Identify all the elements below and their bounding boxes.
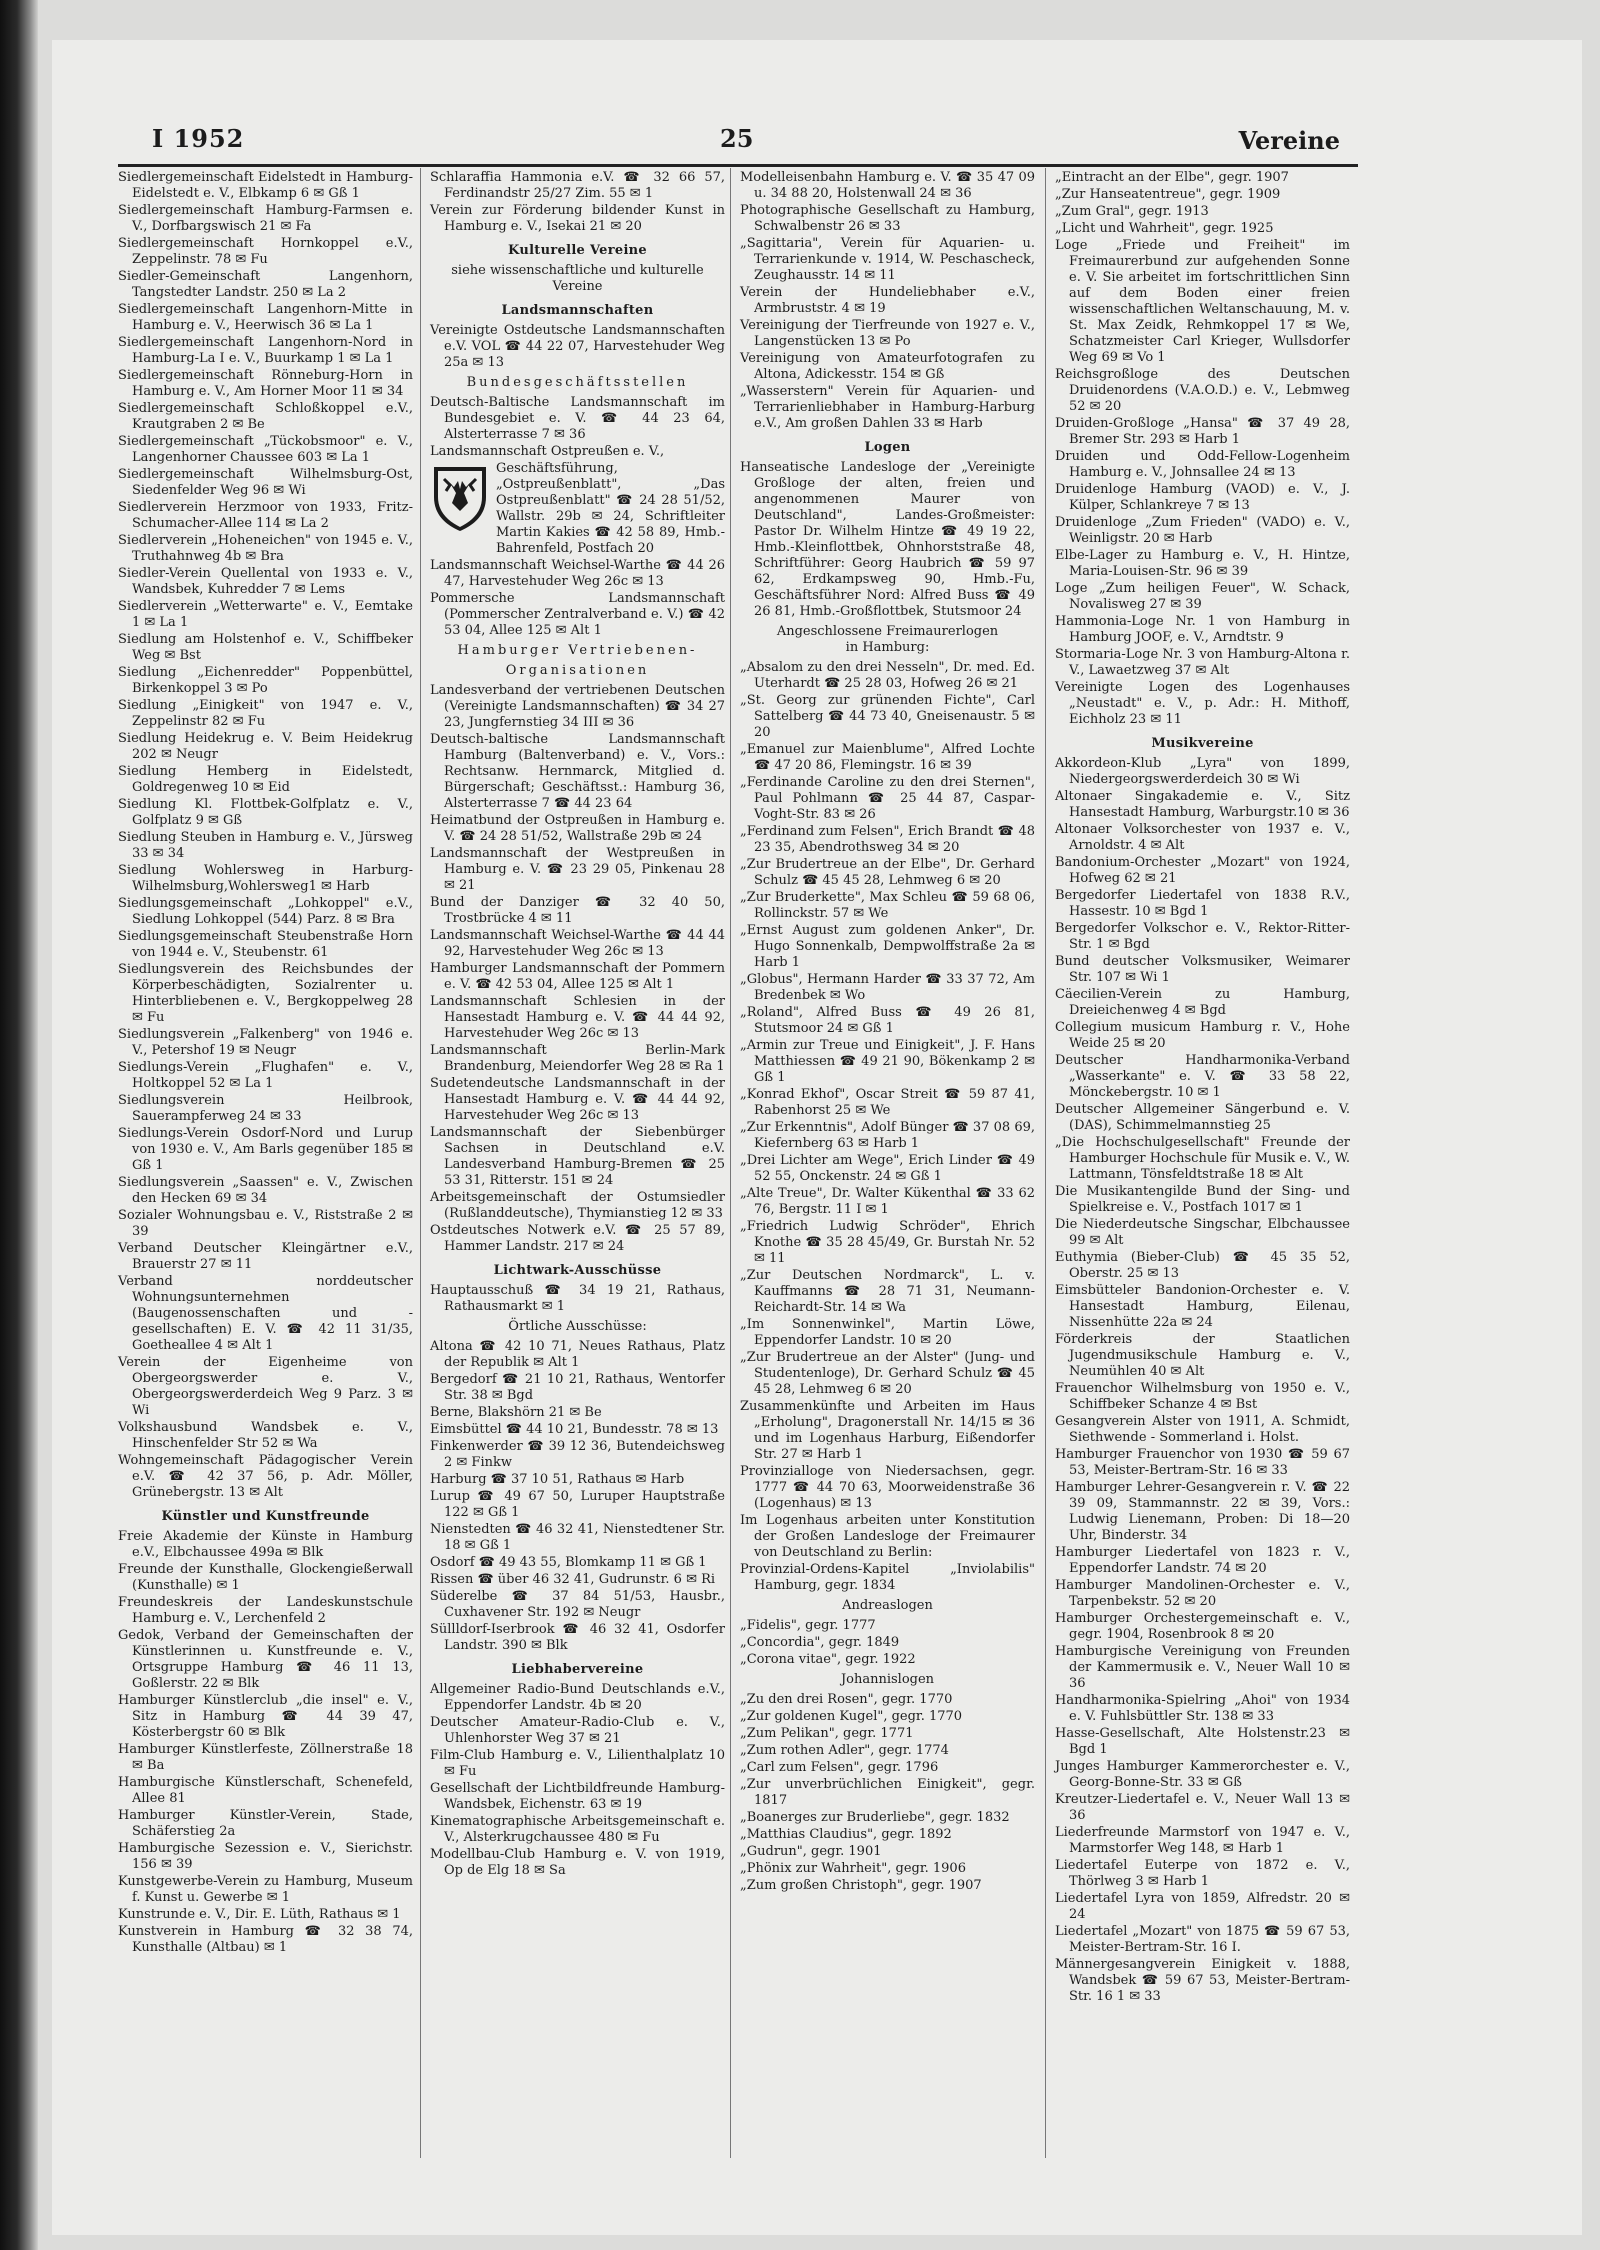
directory-entry: Siedlergemeinschaft „Tückobsmoor" e. V., Langenhorner Chaussee 603 ✉ La 1: [118, 434, 413, 465]
hvo-heading-line-2: Organisationen: [505, 663, 650, 678]
directory-entry: Siedlungsgemeinschaft Steubenstraße Horn von 1944 e. V., Steubenstr. 61: [118, 929, 413, 960]
directory-entry: „Absalom zu den drei Nesseln", Dr. med. Ed. Uterhardt ☎ 25 28 03, Hofweg 26 ✉ 21: [740, 660, 1035, 691]
directory-entry: Siedlungsgemeinschaft „Lohkoppel" e.V., Siedlung Lohkoppel (544) Parz. 8 ✉ Bra: [118, 896, 413, 927]
directory-entry: Gesangverein Alster von 1911, A. Schmidt, Siethwende - Sommerland i. Holst.: [1055, 1414, 1350, 1445]
directory-entry: Förderkreis der Staatlichen Jugendmusikschule Hamburg e. V., Neumühlen 40 ✉ Alt: [1055, 1332, 1350, 1379]
directory-entry: Photographische Gesellschaft zu Hamburg, Schwalbenstr 26 ✉ 33: [740, 203, 1035, 234]
directory-entry: Handharmonika-Spielring „Ahoi" von 1934 e. V. Fuhlsbüttler Str. 138 ✉ 33: [1055, 1693, 1350, 1724]
directory-entry: Die Musikantengilde Bund der Sing- und Spielkreise e. V., Postfach 1017 ✉ 1: [1055, 1184, 1350, 1215]
logen2-list: [740, 660, 1035, 1594]
directory-entry: Landsmannschaft Weichsel-Warthe ☎ 44 26 47, Harvestehuder Weg 26c ✉ 13: [430, 558, 725, 589]
directory-entry: Wohngemeinschaft Pädagogischer Verein e.V. ☎ 42 37 56, p. Adr. Möller, Grünebergstr. 13 ✉ Alt: [118, 1453, 413, 1500]
directory-entry: Siedlergemeinschaft Eidelstedt in Hamburg-Eidelstedt e. V., Elbkamp 6 ✉ Gß 1: [118, 170, 413, 201]
directory-entry: Süderelbe ☎ 37 84 51/53, Hausbr., Cuxhavener Str. 192 ✉ Neugr: [430, 1589, 725, 1620]
directory-entry: Hamburgische Künstlerschaft, Schenefeld, Allee 81: [118, 1775, 413, 1806]
directory-entry: Hauptausschuß ☎ 34 19 21, Rathaus, Rathausmarkt ✉ 1: [430, 1283, 725, 1314]
directory-entry: Landsmannschaft Berlin-Mark Brandenburg, Meiendorfer Weg 28 ✉ Ra 1: [430, 1043, 725, 1074]
col3-top-list: [740, 170, 1035, 432]
directory-entry: „St. Georg zur grünenden Fichte", Carl Sattelberg ☎ 44 73 40, Gneisenaustr. 5 ✉ 20: [740, 693, 1035, 740]
directory-entry: Loge „Zum heiligen Feuer", W. Schack, Novalisweg 27 ✉ 39: [1055, 581, 1350, 612]
directory-entry: Siedlungsverein „Falkenberg" von 1946 e. V., Petershof 19 ✉ Neugr: [118, 1027, 413, 1058]
directory-entry: Vereinigung der Tierfreunde von 1927 e. V., Langenstücken 13 ✉ Po: [740, 318, 1035, 349]
directory-entry: Zusammenkünfte und Arbeiten im Haus „Erholung", Dragonerstall Nr. 14/15 ✉ 36 und im Logenhaus Harburg, Eißendorfer Str. 27 ✉ Harb 1: [740, 1399, 1035, 1462]
directory-entry: Stormaria-Loge Nr. 3 von Hamburg-Altona r. V., Lawaetzweg 37 ✉ Alt: [1055, 647, 1350, 678]
directory-entry: Kunstverein in Hamburg ☎ 32 38 74, Kunsthalle (Altbau) ✉ 1: [118, 1924, 413, 1955]
directory-entry: Siedlerverein „Hoheneichen" von 1945 e. V., Truthahnweg 4b ✉ Bra: [118, 533, 413, 564]
ostpreussen-line: Landsmannschaft Ostpreußen e. V.,: [430, 444, 665, 459]
directory-entry: Hamburger Landsmannschaft der Pommern e. V. ☎ 42 53 04, Allee 125 ✉ Alt 1: [430, 961, 725, 992]
directory-entry: Vereinigte Logen des Logenhauses „Neustadt" e. V., p. Adr.: H. Mithoff, Eichholz 23 ✉ 11: [1055, 680, 1350, 727]
directory-entry: „Licht und Wahrheit", gegr. 1925: [1055, 221, 1274, 236]
directory-entry: Landsmannschaft Schlesien in der Hansestadt Hamburg e. V. ☎ 44 44 92, Harvestehuder Weg 26c ✉ 13: [430, 994, 725, 1041]
directory-entry: Deutscher Amateur-Radio-Club e. V., Uhlenhorster Weg 37 ✉ 21: [430, 1715, 725, 1746]
directory-entry: Euthymia (Bieber-Club) ☎ 45 35 52, Oberstr. 25 ✉ 13: [1055, 1250, 1350, 1281]
directory-entry: Landsmannschaft der Westpreußen in Hamburg e. V. ☎ 23 29 05, Pinkenau 28 ✉ 21: [430, 846, 725, 893]
directory-entry: Im Logenhaus arbeiten unter Konstitution der Großen Landesloge der Freimaurer von Deutschland zu Berlin:: [740, 1513, 1035, 1560]
page-header: [100, 118, 1340, 160]
directory-entry: „Emanuel zur Maienblume", Alfred Lochte ☎ 47 20 86, Flemingstr. 16 ✉ 39: [740, 742, 1035, 773]
directory-entry: Männergesangverein Einigkeit v. 1888, Wandsbek ☎ 59 67 53, Meister-Bertram-Str. 16 1 ✉ 33: [1055, 1957, 1350, 2004]
directory-entry: Hamburger Liedertafel von 1823 r. V., Eppendorfer Landstr. 74 ✉ 20: [1055, 1545, 1350, 1576]
directory-entry: Freundeskreis der Landeskunstschule Hamburg e. V., Lerchenfeld 2: [118, 1595, 413, 1626]
directory-entry: „Armin zur Treue und Einigkeit", J. F. Hans Matthiessen ☎ 49 21 90, Bökenkamp 2 ✉ Gß 1: [740, 1038, 1035, 1085]
directory-entry: Kunstrunde e. V., Dir. E. Lüth, Rathaus ✉ 1: [118, 1907, 401, 1922]
directory-entry: Freunde der Kunsthalle, Glockengießerwall (Kunsthalle) ✉ 1: [118, 1562, 413, 1593]
directory-entry: Siedlungs-Verein Osdorf-Nord und Lurup von 1930 e. V., Am Barls gegenüber 185 ✉ Gß 1: [118, 1126, 413, 1173]
directory-entry: Siedlerverein Herzmoor von 1933, Fritz-Schumacher-Allee 114 ✉ La 2: [118, 500, 413, 531]
directory-entry: Siedlung „Eichenredder" Poppenbüttel, Birkenkoppel 3 ✉ Po: [118, 665, 413, 696]
directory-entry: „Drei Lichter am Wege", Erich Linder ☎ 49 52 55, Onckenstr. 24 ✉ Gß 1: [740, 1153, 1035, 1184]
heading-lichtwark: Lichtwark-Ausschüsse: [493, 1263, 662, 1278]
directory-entry: Nienstedten ☎ 46 32 41, Nienstedtener Str. 18 ✉ Gß 1: [430, 1522, 725, 1553]
directory-entry: Hamburger Lehrer-Gesangverein r. V. ☎ 22 39 09, Stammannstr. 22 ✉ 39, Vors.: Ludwig Lienemann, Proben: Di 18—20 Uhr, Binderstr. 34: [1055, 1480, 1350, 1543]
directory-entry: Kreutzer-Liedertafel e. V., Neuer Wall 13 ✉ 36: [1055, 1792, 1350, 1823]
directory-entry: Siedlungsverein des Reichsbundes der Körperbeschädigten, Sozialrenter u. Hinterbliebenen e. V., Bergkoppelweg 28 ✉ Fu: [118, 962, 413, 1025]
directory-entry: Pommersche Landsmannschaft (Pommerscher Zentralverband e. V.) ☎ 42 53 04, Allee 125 ✉ Alt 1: [430, 591, 725, 638]
directory-entry: Allgemeiner Radio-Bund Deutschlands e.V., Eppendorfer Landstr. 4b ✉ 20: [430, 1682, 725, 1713]
directory-entry: „Zur Brudertreue an der Elbe", Dr. Gerhard Schulz ☎ 45 45 28, Lehmweg 6 ✉ 20: [740, 857, 1035, 888]
col4-top-list: [1055, 170, 1350, 728]
directory-entry: Bund deutscher Volksmusiker, Weimarer Str. 107 ✉ Wi 1: [1055, 954, 1350, 985]
directory-entry: Siedlergemeinschaft Hamburg-Farmsen e. V., Dorfbargswisch 21 ✉ Fa: [118, 203, 413, 234]
directory-entry: Siedler-Verein Quellental von 1933 e. V., Wandsbek, Kuhredder 7 ✉ Lems: [118, 566, 413, 597]
directory-entry: Osdorf ☎ 49 43 55, Blomkamp 11 ✉ Gß 1: [430, 1555, 707, 1570]
directory-entry: Liedertafel Lyra von 1859, Alfredstr. 20 ✉ 24: [1055, 1891, 1350, 1922]
directory-entry: Freie Akademie der Künste in Hamburg e.V., Elbchaussee 499a ✉ Blk: [118, 1529, 413, 1560]
heading-kulturelle: Kulturelle Vereine: [508, 243, 647, 258]
directory-entry: Rissen ☎ über 46 32 41, Gudrunstr. 6 ✉ Ri: [430, 1572, 716, 1587]
column-4: [1055, 170, 1350, 2006]
directory-entry: Cäecilien-Verein zu Hamburg, Dreieichenweg 4 ✉ Bgd: [1055, 987, 1350, 1018]
directory-entry: Siedlung am Holstenhof e. V., Schiffbeker Weg ✉ Bst: [118, 632, 413, 663]
directory-entry: „Phönix zur Wahrheit", gegr. 1906: [740, 1861, 966, 1876]
directory-entry: Landsmannschaft Weichsel-Warthe ☎ 44 44 92, Harvestehuder Weg 26c ✉ 13: [430, 928, 725, 959]
directory-entry: Liedertafel Euterpe von 1872 e. V., Thörlweg 3 ✉ Harb 1: [1055, 1858, 1350, 1889]
directory-entry: „Im Sonnenwinkel", Martin Löwe, Eppendorfer Landstr. 10 ✉ 20: [740, 1317, 1035, 1348]
directory-entry: Druidenloge „Zum Frieden" (VADO) e. V., Weinligstr. 20 ✉ Harb: [1055, 515, 1350, 546]
directory-entry: Verein der Hundeliebhaber e.V., Armbruststr. 4 ✉ 19: [740, 285, 1035, 316]
directory-entry: „Alte Treue", Dr. Walter Kükenthal ☎ 33 62 76, Bergstr. 11 I ✉ 1: [740, 1186, 1035, 1217]
directory-entry: Eimsbütteler Bandonion-Orchester e. V. Hansestadt Hamburg, Eilenau, Nissenhütte 22a ✉ 24: [1055, 1283, 1350, 1330]
directory-entry: Collegium musicum Hamburg r. V., Hohe Weide 25 ✉ 20: [1055, 1020, 1350, 1051]
directory-entry: Siedlergemeinschaft Schloßkoppel e.V., Krautgraben 2 ✉ Be: [118, 401, 413, 432]
lichtwark-list: [430, 1283, 725, 1315]
directory-entry: Eimsbüttel ☎ 44 10 21, Bundesstr. 78 ✉ 13: [430, 1422, 719, 1437]
directory-entry: Lurup ☎ 49 67 50, Luruper Hauptstraße 122 ✉ Gß 1: [430, 1489, 725, 1520]
directory-entry: „Concordia", gegr. 1849: [740, 1635, 900, 1650]
directory-entry: Hammonia-Loge Nr. 1 von Hamburg in Hamburg JOOF, e. V., Arndtstr. 9: [1055, 614, 1350, 645]
landsmann-c-list: [430, 558, 725, 639]
directory-entry: „Gudrun", gegr. 1901: [740, 1844, 882, 1859]
directory-entry: „Roland", Alfred Buss ☎ 49 26 81, Stutsmoor 24 ✉ Gß 1: [740, 1005, 1035, 1036]
directory-entry: Hamburger Mandolinen-Orchester e. V., Tarpenbekstr. 52 ✉ 20: [1055, 1578, 1350, 1609]
ostpreussen-details: Geschäftsführung, „Ostpreußenblatt", „Das Ostpreußenblatt" ☎ 24 28 51/52, Wallstr. 29b ✉ 24, Schriftleiter Martin Kakies ☎ 42 58 89, Hmb.-Bahrenfeld, Postfach 20: [496, 461, 725, 556]
directory-entry: „Corona vitae", gegr. 1922: [740, 1652, 916, 1667]
directory-entry: „Zu den drei Rosen", gegr. 1770: [740, 1692, 953, 1707]
directory-entry: Bergedorf ☎ 21 10 21, Rathaus, Wentorfer Str. 38 ✉ Bgd: [430, 1372, 725, 1403]
directory-entry: Siedlung Kl. Flottbek-Golfplatz e. V., Golfplatz 9 ✉ Gß: [118, 797, 413, 828]
directory-entry: Landsmannschaft der Siebenbürger Sachsen in Deutschland e.V. Landesverband Hamburg-Bremen ☎ 25 53 31, Ritterstr. 151 ✉ 24: [430, 1125, 725, 1188]
directory-entry: Verein zur Förderung bildender Kunst in Hamburg e. V., Isekai 21 ✉ 20: [430, 203, 725, 234]
directory-entry: Altona ☎ 42 10 71, Neues Rathaus, Platz der Republik ✉ Alt 1: [430, 1339, 725, 1370]
angeschlossene-heading-1: Angeschlossene Freimaurerlogen: [776, 624, 999, 639]
directory-entry: Berne, Blakshörn 21 ✉ Be: [430, 1405, 602, 1420]
directory-entry: „Friedrich Ludwig Schröder", Ehrich Knothe ☎ 35 28 45/49, Gr. Burstah Nr. 52 ✉ 11: [740, 1219, 1035, 1266]
directory-entry: Junges Hamburger Kammerorchester e. V., Georg-Bonne-Str. 33 ✉ Gß: [1055, 1759, 1350, 1790]
directory-entry: Harburg ☎ 37 10 51, Rathaus ✉ Harb: [430, 1472, 685, 1487]
directory-entry: „Wasserstern" Verein für Aquarien- und Terrarienliebhaber in Hamburg-Harburg e.V., Am großen Dahlen 33 ✉ Harb: [740, 384, 1035, 431]
directory-entry: Siedlergemeinschaft Rönneburg-Horn in Hamburg e. V., Am Horner Moor 11 ✉ 34: [118, 368, 413, 399]
directory-entry: Loge „Friede und Freiheit" im Freimaurerbund zur aufgehenden Sonne e. V. Sie arbeitet im fortschrittlichen Sinn auf dem Boden einer freien wissenschaftlichen Weltanschauung, M. v. St. Max Zeidk, Rehmkoppel 17 ✉ We, Schatzmeister Carl Krieger, Wullsdorfer Weg 69 ✉ Vo 1: [1055, 238, 1350, 365]
directory-entry: Deutscher Allgemeiner Sängerbund e. V. (DAS), Schimmelmannstieg 25: [1055, 1102, 1350, 1133]
directory-entry: Ostdeutsches Notwerk e.V. ☎ 25 57 89, Hammer Landstr. 217 ✉ 24: [430, 1223, 725, 1254]
directory-entry: Landesverband der vertriebenen Deutschen (Vereinigte Landsmannschaften) ☎ 34 27 23, Jungfernstieg 34 III ✉ 36: [430, 683, 725, 730]
directory-entry: Hamburgische Vereinigung von Freunden der Kammermusik e. V., Neuer Wall 10 ✉ 36: [1055, 1644, 1350, 1691]
directory-entry: Hamburger Frauenchor von 1930 ☎ 59 67 53, Meister-Bertram-Str. 16 ✉ 33: [1055, 1447, 1350, 1478]
directory-entry: Siedlungs-Verein „Flughafen" e. V., Holtkoppel 52 ✉ La 1: [118, 1060, 413, 1091]
liebhaber-list: [430, 1682, 725, 1879]
header-rule: [118, 164, 1358, 167]
directory-entry: „Sagittaria", Verein für Aquarien- u. Terrarienkunde v. 1914, W. Peschascheck, Zeughausstr. 14 ✉ 11: [740, 236, 1035, 283]
directory-entry: Süllldorf-Iserbrook ☎ 46 32 41, Osdorfer Landstr. 390 ✉ Blk: [430, 1622, 725, 1653]
directory-entry: „Zur goldenen Kugel", gegr. 1770: [740, 1709, 963, 1724]
column-divider: [730, 168, 731, 2158]
directory-entry: Bergedorfer Volkschor e. V., Rektor-Ritter-Str. 1 ✉ Bgd: [1055, 921, 1350, 952]
directory-entry: „Die Hochschulgesellschaft" Freunde der Hamburger Hochschule für Musik e. V., W. Lattmann, Tönsfeldtstraße 18 ✉ Alt: [1055, 1135, 1350, 1182]
directory-entry: Siedlergemeinschaft Langenhorn-Mitte in Hamburg e. V., Heerwisch 36 ✉ La 1: [118, 302, 413, 333]
directory-entry: Hamburgische Sezession e. V., Sierichstr. 156 ✉ 39: [118, 1841, 413, 1872]
directory-entry: Deutscher Handharmonika-Verband „Wasserkante" e. V. ☎ 33 58 22, Mönckebergstr. 10 ✉ 1: [1055, 1053, 1350, 1100]
directory-entry: Modelleisenbahn Hamburg e. V. ☎ 35 47 09 u. 34 88 20, Holstenwall 24 ✉ 36: [740, 170, 1035, 201]
heading-musikvereine: Musikvereine: [1151, 736, 1254, 751]
landsmann-a-list: [430, 323, 725, 371]
directory-entry: „Zum großen Christoph", gegr. 1907: [740, 1878, 982, 1893]
directory-entry: Vereinigung von Amateurfotografen zu Altona, Adickesstr. 154 ✉ Gß: [740, 351, 1035, 382]
heading-liebhaber: Liebhabervereine: [511, 1662, 644, 1677]
column-3: [740, 170, 1035, 1895]
col2-top-list: [430, 170, 725, 235]
directory-entry: Siedler-Gemeinschaft Langenhorn, Tangstedter Landstr. 250 ✉ La 2: [118, 269, 413, 300]
book-binding-edge: [0, 0, 38, 2250]
directory-entry: Sozialer Wohnungsbau e. V., Riststraße 2 ✉ 39: [118, 1208, 413, 1239]
heading-landsmannschaften: Landsmannschaften: [501, 303, 654, 318]
ostpreussen-block: [430, 461, 725, 558]
directory-entry: Schlaraffia Hammonia e.V. ☎ 32 66 57, Ferdinandstr 25/27 Zim. 55 ✉ 1: [430, 170, 725, 201]
directory-entry: Siedlung Wohlersweg in Harburg-Wilhelmsburg,Wohlersweg1 ✉ Harb: [118, 863, 413, 894]
directory-entry: „Zur Deutschen Nordmarck", L. v. Kauffmanns ☎ 28 71 31, Neumann-Reichardt-Str. 14 ✉ Wa: [740, 1268, 1035, 1315]
kuenstler-list: [118, 1529, 413, 1956]
directory-entry: Liederfreunde Marmstorf von 1947 e. V., Marmstorfer Weg 148, ✉ Harb 1: [1055, 1825, 1350, 1856]
directory-entry: Bund der Danziger ☎ 32 40 50, Trostbrücke 4 ✉ 11: [430, 895, 725, 926]
directory-entry: Altonaer Volksorchester von 1937 e. V., Arnoldstr. 4 ✉ Alt: [1055, 822, 1350, 853]
directory-entry: „Carl zum Felsen", gegr. 1796: [740, 1760, 939, 1775]
directory-entry: Provinzialloge von Niedersachsen, gegr. 1777 ☎ 44 70 63, Moorweidenstraße 36 (Logenhaus) ✉ 13: [740, 1464, 1035, 1511]
hvo-heading-line-1: Hamburger Vertriebenen-: [457, 643, 698, 658]
directory-entry: Hamburger Künstlerclub „die insel" e. V., Sitz in Hamburg ☎ 44 39 47, Kösterbergstr 60 ✉ Blk: [118, 1693, 413, 1740]
andreas-list: [740, 1618, 1035, 1668]
directory-entry: „Zur unverbrüchlichen Einigkeit", gegr. 1817: [740, 1777, 1035, 1808]
directory-entry: Hamburger Künstlerfeste, Zöllnerstraße 18 ✉ Ba: [118, 1742, 413, 1773]
directory-entry: Verband norddeutscher Wohnungsunternehmen (Baugenossenschaften und -gesellschaften) E. V. ☎ 42 11 31/35, Goetheallee 4 ✉ Alt 1: [118, 1274, 413, 1353]
header-page-number: 25: [720, 124, 754, 153]
siedler-list: [118, 170, 413, 1501]
header-section-title: Vereine: [1238, 126, 1340, 155]
directory-entry: „Konrad Ekhof", Oscar Streit ☎ 59 87 41, Rabenhorst 25 ✉ We: [740, 1087, 1035, 1118]
directory-entry: Siedlergemeinschaft Langenhorn-Nord in Hamburg-La I e. V., Buurkamp 1 ✉ La 1: [118, 335, 413, 366]
oertliche-heading: Örtliche Ausschüsse:: [508, 1319, 647, 1334]
directory-entry: „Zur Hanseatentreue", gegr. 1909: [1055, 187, 1281, 202]
directory-entry: Volkshausbund Wandsbek e. V., Hinschenfelder Str 52 ✉ Wa: [118, 1420, 413, 1451]
directory-entry: Altonaer Singakademie e. V., Sitz Hansestadt Hamburg, Warburgstr.10 ✉ 36: [1055, 789, 1350, 820]
heading-logen: Logen: [864, 440, 911, 455]
directory-entry: Siedlungsverein „Saassen" e. V., Zwischen den Hecken 69 ✉ 34: [118, 1175, 413, 1206]
directory-entry: „Boanerges zur Bruderliebe", gegr. 1832: [740, 1810, 1010, 1825]
directory-entry: Siedlungsverein Heilbrook, Sauerampferweg 24 ✉ 33: [118, 1093, 413, 1124]
directory-entry: „Ferdinand zum Felsen", Erich Brandt ☎ 48 23 35, Abendrothsweg 34 ✉ 20: [740, 824, 1035, 855]
directory-entry: Vereinigte Ostdeutsche Landsmannschaften e.V. VOL ☎ 44 22 07, Harvestehuder Weg 25a ✉ 13: [430, 323, 725, 370]
directory-entry: Verband Deutscher Kleingärtner e.V., Brauerstr 27 ✉ 11: [118, 1241, 413, 1272]
directory-entry: „Eintracht an der Elbe", gegr. 1907: [1055, 170, 1289, 185]
bundesgeschaeftsstellen-heading: Bundesgeschäftsstellen: [466, 375, 689, 390]
directory-entry: „Matthias Claudius", gegr. 1892: [740, 1827, 952, 1842]
header-year: I 1952: [152, 124, 245, 153]
directory-entry: Akkordeon-Klub „Lyra" von 1899, Niedergeorgswerderdeich 30 ✉ Wi: [1055, 756, 1350, 787]
directory-entry: Film-Club Hamburg e. V., Lilienthalplatz 10 ✉ Fu: [430, 1748, 725, 1779]
directory-entry: Elbe-Lager zu Hamburg e. V., H. Hintze, Maria-Louisen-Str. 96 ✉ 39: [1055, 548, 1350, 579]
directory-entry: „Zur Bruderkette", Max Schleu ☎ 59 68 06, Rollinckstr. 57 ✉ We: [740, 890, 1035, 921]
directory-entry: Modellbau-Club Hamburg e. V. von 1919, Op de Elg 18 ✉ Sa: [430, 1847, 725, 1878]
directory-entry: Deutsch-baltische Landsmannschaft Hamburg (Baltenverband) e. V., Vors.: Rechtsanw. Hernmarck, Mitglied d. Bürgerschaft; Geschäftsst.: Hamburg 36, Alsterterrasse 7 ☎ 44 23 64: [430, 732, 725, 811]
heading-kuenstler: Künstler und Kunstfreunde: [161, 1509, 370, 1524]
directory-entry: „Ernst August zum goldenen Anker", Dr. Hugo Sonnenkalb, Dempwolffstraße 2a ✉ Harb 1: [740, 923, 1035, 970]
directory-entry: „Ferdinande Caroline zu den drei Sternen", Paul Pohlmann ☎ 25 44 87, Caspar-Voght-Str. 83 ✉ 26: [740, 775, 1035, 822]
directory-entry: Kinematographische Arbeitsgemeinschaft e. V., Alsterkrugchaussee 480 ✉ Fu: [430, 1814, 725, 1845]
column-2: [430, 170, 725, 1880]
directory-entry: Druiden-Großloge „Hansa" ☎ 37 49 28, Bremer Str. 293 ✉ Harb 1: [1055, 416, 1350, 447]
directory-entry: Finkenwerder ☎ 39 12 36, Butendeichsweg 2 ✉ Finkw: [430, 1439, 725, 1470]
directory-entry: Siedlergemeinschaft Wilhelmsburg-Ost, Siedenfelder Weg 96 ✉ Wi: [118, 467, 413, 498]
directory-entry: „Zur Erkenntnis", Adolf Bünger ☎ 37 08 69, Kiefernberg 63 ✉ Harb 1: [740, 1120, 1035, 1151]
johannis-list: [740, 1692, 1035, 1894]
directory-entry: Siedlergemeinschaft Hornkoppel e.V., Zeppelinstr. 78 ✉ Fu: [118, 236, 413, 267]
landsmann-b-list: [430, 395, 725, 443]
directory-entry: Heimatbund der Ostpreußen in Hamburg e. V. ☎ 24 28 51/52, Wallstraße 29b ✉ 24: [430, 813, 725, 844]
directory-entry: Provinzial-Ordens-Kapitel „Inviolabilis" Hamburg, gegr. 1834: [740, 1562, 1035, 1593]
directory-entry: Hamburger Künstler-Verein, Stade, Schäferstieg 2a: [118, 1808, 413, 1839]
directory-entry: Druiden und Odd-Fellow-Logenheim Hamburg e. V., Johnsallee 24 ✉ 13: [1055, 449, 1350, 480]
andreaslogen-heading: Andreaslogen: [842, 1598, 933, 1613]
directory-entry: Hanseatische Landesloge der „Vereinigte Großloge der alten, freien und angenommenen Maurer von Deutschland", Landes-Großmeister: Pastor Dr. Wilhelm Hintze ☎ 49 19 22, Hmb.-Kleinflottbek, Ohnhorststraße 48, Schriftführer: Georg Haubrich ☎ 59 97 62, Erdkampsweg 90, Hmb.-Fu, Geschäftsführer Nord: Alfred Buss ☎ 49 26 81, Hmb.-Großflottbek, Stutsmoor 24: [740, 460, 1035, 619]
directory-entry: Hasse-Gesellschaft, Alte Holstenstr.23 ✉ Bgd 1: [1055, 1726, 1350, 1757]
column-divider: [420, 168, 421, 2158]
directory-entry: Siedlung „Einigkeit" von 1947 e. V., Zeppelinstr 82 ✉ Fu: [118, 698, 413, 729]
directory-entry: „Globus", Hermann Harder ☎ 33 37 72, Am Bredenbek ✉ Wo: [740, 972, 1035, 1003]
directory-entry: Siedlerverein „Wetterwarte" e. V., Eemtake 1 ✉ La 1: [118, 599, 413, 630]
directory-entry: Siedlung Steuben in Hamburg e. V., Jürsweg 33 ✉ 34: [118, 830, 413, 861]
directory-entry: „Zum rothen Adler", gegr. 1774: [740, 1743, 949, 1758]
landsmann-d-list: [430, 683, 725, 1255]
directory-entry: „Fidelis", gegr. 1777: [740, 1618, 876, 1633]
directory-entry: Siedlung Heidekrug e. V. Beim Heidekrug 202 ✉ Neugr: [118, 731, 413, 762]
column-1: [118, 170, 413, 1957]
directory-entry: Reichsgroßloge des Deutschen Druidenordens (V.A.O.D.) e. V., Lebmweg 52 ✉ 20: [1055, 367, 1350, 414]
ostpreussen-elk-crest-icon: [430, 463, 490, 533]
directory-entry: „Zur Brudertreue an der Alster" (Jung- und Studentenloge), Dr. Gerhard Schulz ☎ 45 45 28, Lehmweg 6 ✉ 20: [740, 1350, 1035, 1397]
directory-entry: „Zum Pelikan", gegr. 1771: [740, 1726, 914, 1741]
angeschlossene-heading-2: in Hamburg:: [845, 640, 930, 655]
directory-entry: Hamburger Orchestergemeinschaft e. V., gegr. 1904, Rosenbrook 8 ✉ 20: [1055, 1611, 1350, 1642]
directory-entry: Gesellschaft der Lichtbildfreunde Hamburg-Wandsbek, Eichenstr. 63 ✉ 19: [430, 1781, 725, 1812]
oertliche-list: [430, 1339, 725, 1654]
directory-entry: Druidenloge Hamburg (VAOD) e. V., J. Külper, Schlankreye 7 ✉ 13: [1055, 482, 1350, 513]
directory-entry: Bandonium-Orchester „Mozart" von 1924, Hofweg 62 ✉ 21: [1055, 855, 1350, 886]
directory-entry: Arbeitsgemeinschaft der Ostumsiedler (Rußlanddeutsche), Thymianstieg 12 ✉ 33: [430, 1190, 725, 1221]
directory-entry: Sudetendeutsche Landsmannschaft in der Hansestadt Hamburg e. V. ☎ 44 44 92, Harvestehuder Weg 26c ✉ 13: [430, 1076, 725, 1123]
directory-entry: Bergedorfer Liedertafel von 1838 R.V., Hassestr. 10 ✉ Bgd 1: [1055, 888, 1350, 919]
directory-entry: Gedok, Verband der Gemeinschaften der Künstlerinnen u. Kunstfreunde e. V., Ortsgruppe Hamburg ☎ 46 11 13, Goßlerstr. 22 ✉ Blk: [118, 1628, 413, 1691]
column-divider: [1045, 168, 1046, 2158]
musik-list: [1055, 756, 1350, 2005]
directory-entry: Kunstgewerbe-Verein zu Hamburg, Museum f. Kunst u. Gewerbe ✉ 1: [118, 1874, 413, 1905]
directory-entry: Deutsch-Baltische Landsmannschaft im Bundesgebiet e. V. ☎ 44 23 64, Alsterterrasse 7 ✉ 36: [430, 395, 725, 442]
directory-entry: Siedlung Hemberg in Eidelstedt, Goldregenweg 10 ✉ Eid: [118, 764, 413, 795]
directory-entry: Liedertafel „Mozart" von 1875 ☎ 59 67 53, Meister-Bertram-Str. 16 I.: [1055, 1924, 1350, 1955]
kulturelle-note: siehe wissenschaftliche und kulturelle Vereine: [451, 263, 704, 294]
directory-entry: Die Niederdeutsche Singschar, Elbchaussee 99 ✉ Alt: [1055, 1217, 1350, 1248]
logen-list: [740, 460, 1035, 620]
johannislogen-heading: Johannislogen: [840, 1672, 935, 1687]
directory-entry: „Zum Gral", gegr. 1913: [1055, 204, 1209, 219]
directory-entry: Verein der Eigenheime von Obergeorgswerder e. V., Obergeorgswerderdeich Weg 9 Parz. 3 ✉ Wi: [118, 1355, 413, 1418]
directory-entry: Frauenchor Wilhelmsburg von 1950 e. V., Schiffbeker Schanze 4 ✉ Bst: [1055, 1381, 1350, 1412]
